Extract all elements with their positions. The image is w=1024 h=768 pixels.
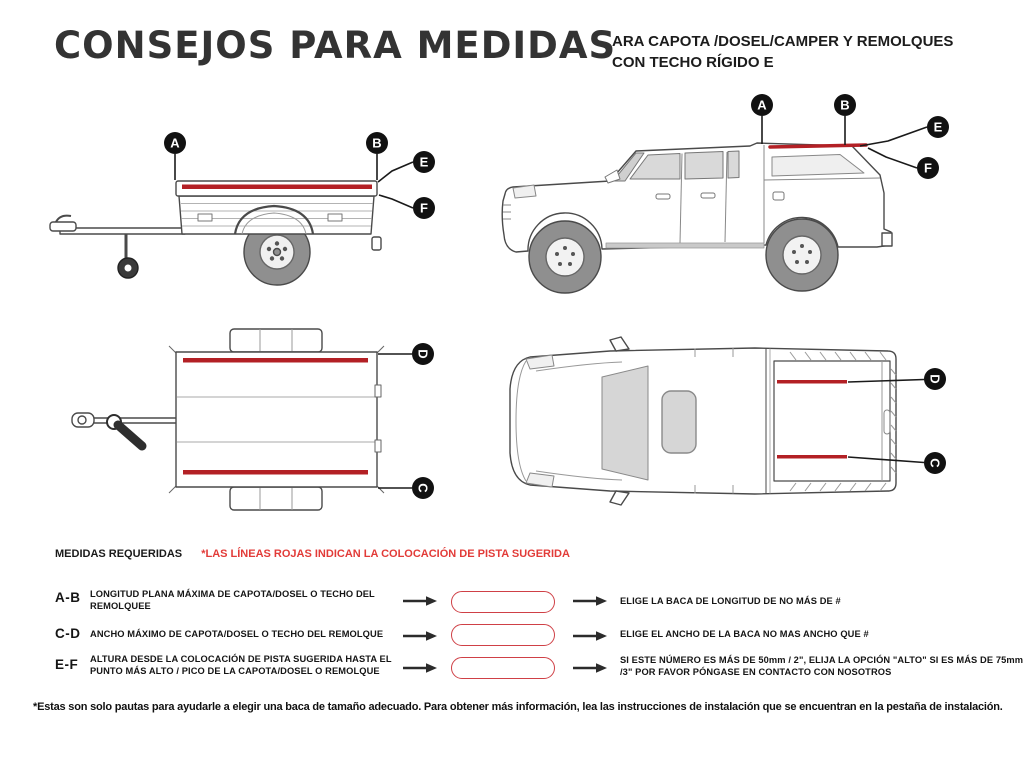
page-title: CONSEJOS PARA MEDIDAS (54, 24, 617, 67)
label-d: D (415, 349, 431, 359)
footer-disclaimer: *Estas son solo pautas para ayudarle a elegir una baca de tamaño adecuado. Para obtener más información, lea las instrucciones de instalación que se encuentran en la pestaña de instalación. (33, 701, 1003, 713)
label-e: E (933, 119, 943, 135)
trailer-top-view-diagram (30, 322, 470, 537)
suggested-track-line-canopy (770, 145, 866, 147)
measure-description-ef: ALTURA DESDE LA COLOCACIÓN DE PISTA SUGERIDA HASTA EL PUNTO MÁS ALTO / PICO DE LA CAPOTA/DOSEL O REMOLQUE (90, 654, 392, 677)
subtitle-line-2: CON TECHO RÍGIDO E (612, 54, 774, 71)
measure-description-cd: ANCHO MÁXIMO DE CAPOTA/DOSEL O TECHO DEL REMOLQUE (90, 629, 384, 639)
label-e: E (419, 154, 429, 170)
measurement-value-field-ef (451, 657, 555, 679)
trailer-top-artwork (72, 329, 384, 510)
measure-description-ab: LONGITUD PLANA MÁXIMA DE CAPOTA/DOSEL O TECHO DEL REMOLQUEE (90, 589, 375, 612)
label-f: F (924, 160, 932, 176)
measure-instruction-ef: SI ESTE NÚMERO ES MÁS DE 50mm / 2", ELIJA LA OPCIÓN "ALTO" SI ES MÁS DE 75mm /3" POR FAVOR PÓNGASE EN CONTACTO CON NOSOTROS (620, 655, 1024, 678)
trailer-side-view-diagram (30, 95, 470, 325)
truck-side-view-diagram (480, 85, 1024, 315)
measure-id-ef: E-F (55, 657, 79, 672)
measure-id-ab: A-B (55, 590, 81, 605)
measurement-row-ef (0, 651, 1024, 693)
truck-side-artwork (502, 143, 892, 293)
arrow-right-icon (402, 595, 438, 607)
measure-instruction-ab: ELIGE LA BACA DE LONGITUD DE NO MÁS DE # (620, 596, 841, 606)
suggested-track-line-trailer-side (182, 185, 372, 190)
measurement-value-field-ab (451, 591, 555, 613)
trailer-top-callout-lines (378, 354, 412, 488)
trailer-top-point-labels (412, 343, 434, 499)
arrow-right-icon (572, 662, 608, 674)
page-subtitle (612, 31, 953, 73)
measure-instruction-cd: ELIGE EL ANCHO DE LA BACA NO MAS ANCHO QUE # (620, 629, 869, 639)
label-f: F (420, 200, 428, 216)
arrow-right-icon (402, 630, 438, 642)
trailer-side-artwork (50, 181, 381, 285)
suggested-track-line-truck-top-1 (777, 380, 847, 384)
measure-id-cd: C-D (55, 626, 81, 641)
label-b: B (840, 97, 850, 113)
label-c: C (415, 483, 431, 493)
arrow-right-icon (572, 595, 608, 607)
arrow-right-icon (402, 662, 438, 674)
measurements-header (55, 548, 570, 560)
measurement-value-field-cd (451, 624, 555, 646)
truck-top-point-labels (924, 368, 946, 474)
suggested-track-line-trailer-top-1 (183, 358, 368, 363)
label-d: D (927, 374, 943, 384)
red-lines-note: *LAS LÍNEAS ROJAS INDICAN LA COLOCACIÓN DE PISTA SUGERIDA (201, 548, 570, 560)
label-b: B (372, 135, 382, 151)
label-a: A (757, 97, 767, 113)
measurements-heading: MEDIDAS REQUERIDAS (55, 548, 183, 560)
suggested-track-line-trailer-top-2 (183, 470, 368, 475)
label-a: A (170, 135, 180, 151)
arrow-right-icon (572, 630, 608, 642)
subtitle-line-1: ARA CAPOTA /DOSEL/CAMPER Y REMOLQUES (612, 33, 954, 50)
truck-top-artwork (510, 337, 896, 505)
suggested-track-line-truck-top-2 (777, 455, 847, 459)
truck-top-view-diagram (490, 335, 1024, 530)
label-c: C (927, 458, 943, 468)
